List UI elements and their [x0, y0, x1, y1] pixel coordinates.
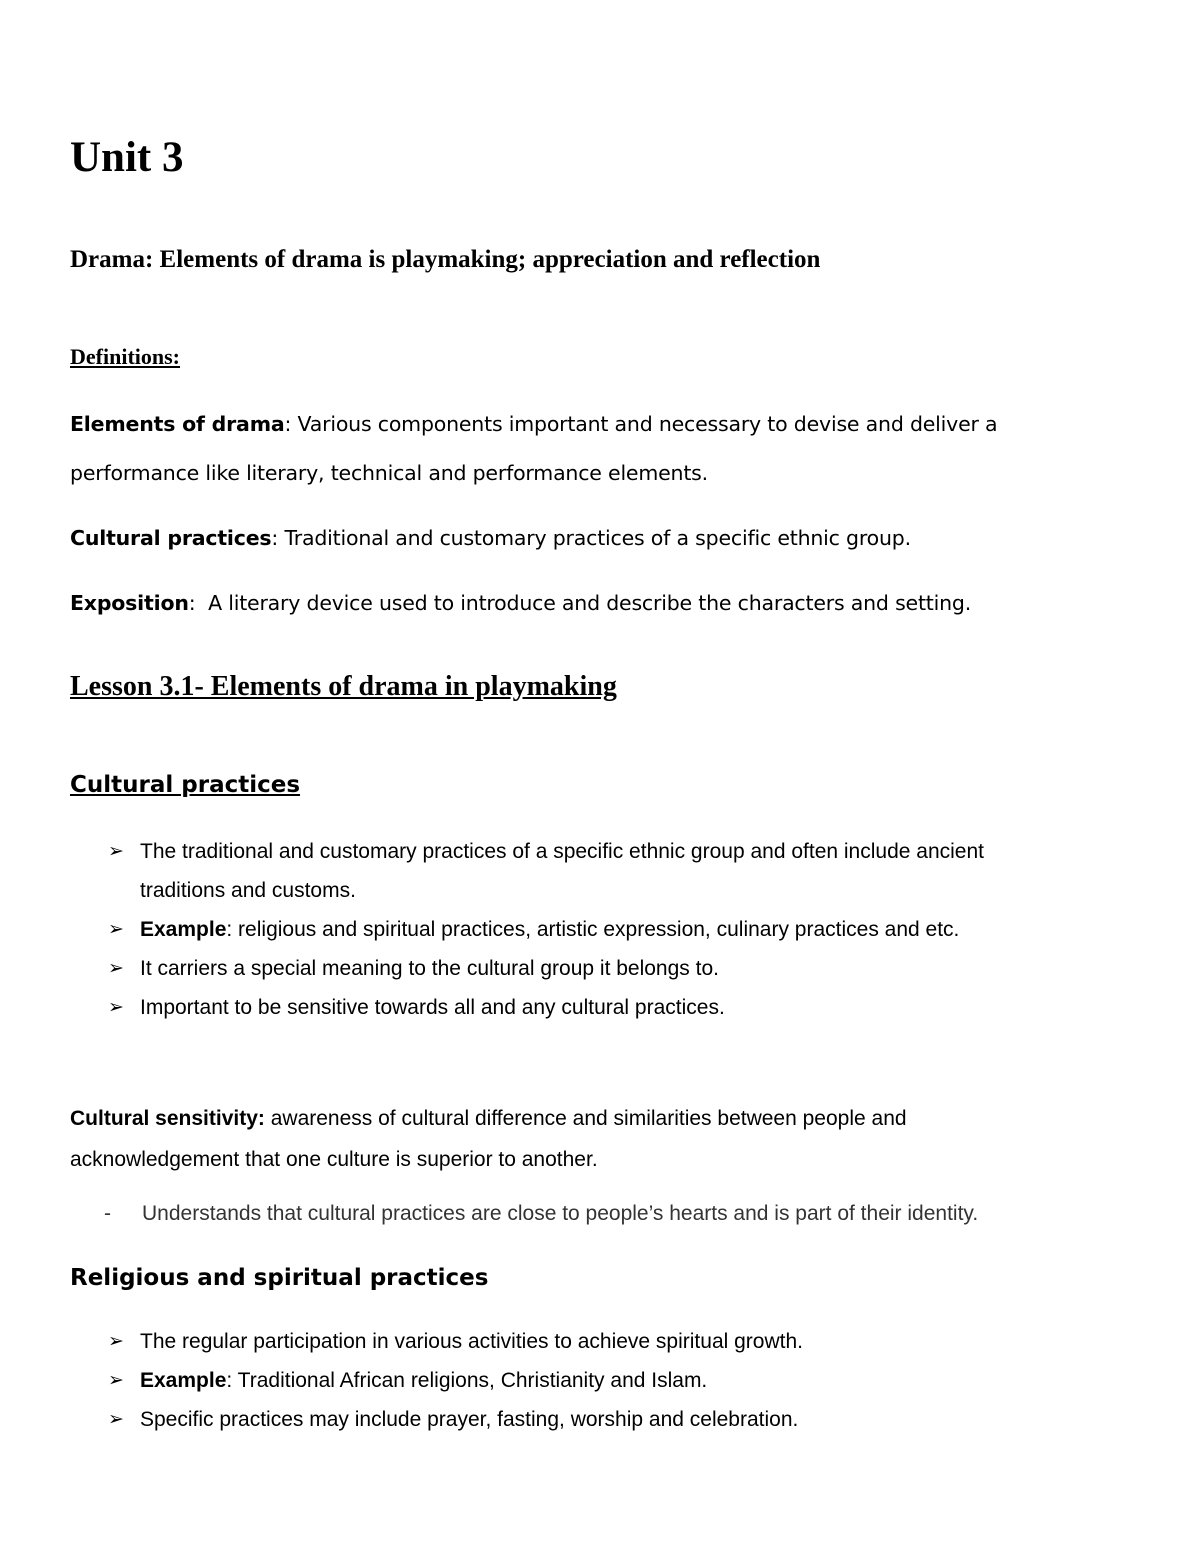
definition-separator: :: [188, 591, 196, 615]
list-item-text: The traditional and customary practices of a specific ethnic group and often include ancient: [140, 840, 984, 863]
arrow-bullet-icon: ➢: [108, 1370, 124, 1391]
definition-text-continued: performance like literary, technical and performance elements.: [70, 461, 708, 485]
list-item: [108, 988, 984, 1027]
lesson-heading: Lesson 3.1- Elements of drama in playmaking: [70, 671, 617, 702]
list-item-label: Example: [140, 918, 227, 941]
list-item: [108, 949, 984, 988]
definition-cultural-practices: [70, 514, 911, 563]
definition-term: Exposition: [70, 591, 189, 615]
dash-bullet-icon: -: [104, 1202, 111, 1225]
definition-text: Various components important and necessary to devise and deliver a: [291, 412, 998, 436]
list-item-text: The regular participation in various activities to achieve spiritual growth.: [140, 1330, 803, 1353]
arrow-bullet-icon: ➢: [108, 997, 124, 1018]
list-item-text: : religious and spiritual practices, artistic expression, culinary practices and etc.: [226, 918, 960, 941]
list-item: [108, 1361, 803, 1400]
unit-subtitle: Drama: Elements of drama is playmaking; appreciation and reflection: [70, 246, 821, 273]
definition-line: [70, 400, 997, 449]
cultural-sensitivity-definition: [70, 1098, 907, 1180]
definition-text: A literary device used to introduce and describe the characters and setting.: [195, 591, 972, 615]
arrow-bullet-icon: ➢: [108, 1409, 124, 1430]
definition-elements-of-drama: [70, 400, 997, 498]
definition-exposition: [70, 579, 971, 628]
religious-practices-list: [108, 1322, 803, 1439]
definition-separator: :: [271, 526, 279, 550]
sensitivity-line: [70, 1098, 907, 1139]
religious-practices-heading: Religious and spiritual practices: [70, 1265, 489, 1291]
list-item: [108, 832, 984, 910]
list-item-text: Important to be sensitive towards all and any cultural practices.: [140, 996, 725, 1019]
list-item: [108, 910, 984, 949]
sensitivity-term: Cultural sensitivity:: [70, 1107, 265, 1130]
list-item-text-continued: traditions and customs.: [140, 879, 356, 902]
definition-term: Cultural practices: [70, 526, 272, 550]
sensitivity-text: awareness of cultural difference and similarities between people and: [264, 1107, 907, 1130]
definition-separator: :: [284, 412, 292, 436]
list-item-label: Example: [140, 1369, 227, 1392]
sensitivity-text-continued: acknowledgement that one culture is superior to another.: [70, 1148, 598, 1171]
list-item-text: Specific practices may include prayer, fasting, worship and celebration.: [140, 1408, 799, 1431]
sensitivity-dash-item: [104, 1197, 978, 1231]
list-item-text: : Traditional African religions, Christianity and Islam.: [226, 1369, 708, 1392]
cultural-practices-heading: Cultural practices: [70, 772, 301, 798]
arrow-bullet-icon: ➢: [108, 958, 124, 979]
definition-text: Traditional and customary practices of a specific ethnic group.: [278, 526, 911, 550]
arrow-bullet-icon: ➢: [108, 1331, 124, 1352]
arrow-bullet-icon: ➢: [108, 919, 124, 940]
list-item: [108, 1400, 803, 1439]
arrow-bullet-icon: ➢: [108, 841, 124, 862]
definition-term: Elements of drama: [70, 412, 285, 436]
cultural-practices-list: [108, 832, 984, 1027]
list-item-text: It carriers a special meaning to the cultural group it belongs to.: [140, 957, 719, 980]
list-item: [108, 1322, 803, 1361]
unit-title: Unit 3: [70, 134, 184, 181]
dash-item-text: Understands that cultural practices are close to people’s hearts and is part of their identity.: [142, 1202, 979, 1225]
definitions-heading: Definitions:: [70, 344, 180, 369]
